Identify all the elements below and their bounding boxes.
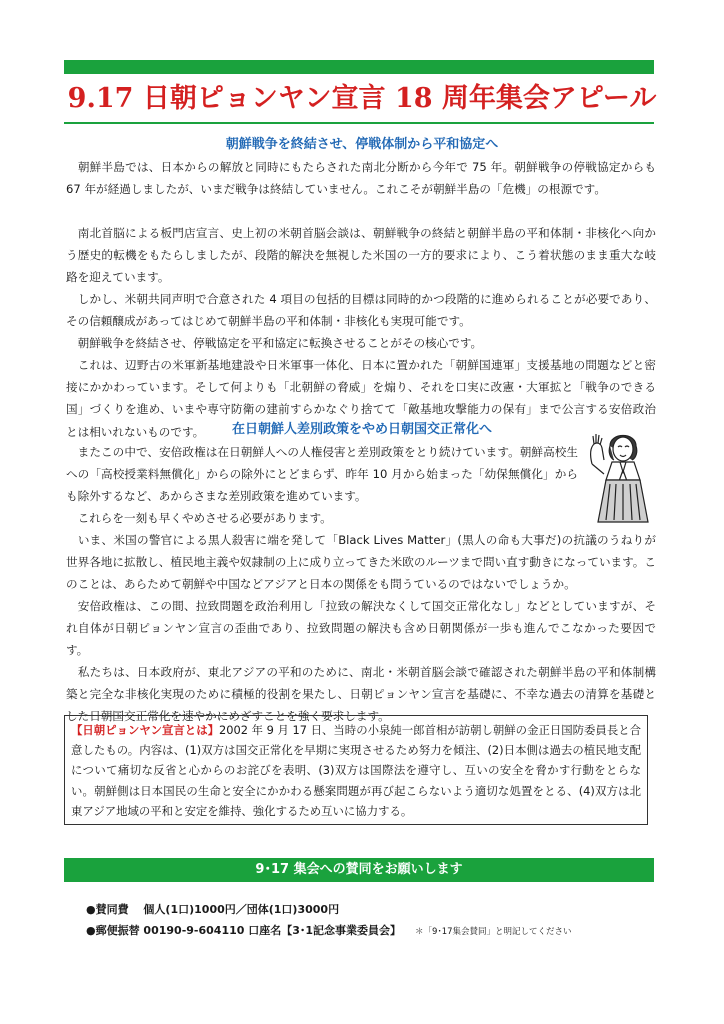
postal-transfer-info bbox=[86, 923, 572, 940]
section1-paragraph: しかし、米朝共同声明で合意された 4 項目の包括的目標は同時的かつ段階的に進められることが必要であり、その信頼醸成があってはじめて朝鮮半島の平和体制・非核化も実現可能です。 bbox=[66, 292, 656, 329]
title-divider bbox=[64, 122, 654, 124]
section1-paragraph: これは、辺野古の米軍新基地建設や日米軍事一体化、日本に置かれた「朝鮮国連軍」支援基地の問題などと密接にかかわっています。そして何よりも「北朝鮮の脅威」を煽り、それを口実に改憲・大軍拡と「戦争のできる国」づくりを進め、いまや専守防衛の建前すらかなぐり捨てて「敵基地攻撃能力の保有」まで公言する安倍政治とは相いれないものです。 bbox=[66, 358, 656, 439]
woman-illustration bbox=[584, 426, 658, 524]
section2-paragraph: 私たちは、日本政府が、東北アジアの平和のために、南北・米朝首脳会談で確認された朝鮮半島の平和体制構築と完全な非核化実現のために積極的役割を果たし、日朝ピョンヤン宣言を基礎に、不幸な過去の清算を基礎とした日朝国交正常化を速やかにめざすことを強く要求します。 bbox=[66, 665, 656, 724]
top-green-bar bbox=[64, 60, 654, 74]
section2-paragraph: またこの中で、安倍政権は在日朝鮮人への人権侵害と差別政策をとり続けています。朝鮮高校生への「高校授業料無償化」からの除外にとどまらず、昨年 10 月から始まった「幼保無償化」からも除外するなど、あからさまな差別政策を進めています。 bbox=[66, 445, 578, 504]
postal-note: ＊「9･17集会賛同」と明記してください bbox=[415, 927, 572, 937]
declaration-box-text: 2002 年 9 月 17 日、当時の小泉純一郎首相が訪朝し朝鮮の金正日国防委員長と合意したもの。内容は、(1)双方は国交正常化を早期に実現させるため努力を傾注、(2)日本側は過去の植民地支配について痛切な反省と心からのお詫びを表明、(3)双方は国際法を遵守し、互いの安全を脅かす行動をとらない。朝鮮側は日本国民の生命と安全にかかわる懸案問題が再び起こらないよう適切な処置をとる、(4)双方は北東アジア地域の平和と安定を維持、強化するため互いに協力する。 bbox=[71, 723, 642, 818]
support-fee-info: ●賛同費 個人(1口)1000円／団体(1口)3000円 bbox=[86, 903, 340, 916]
section2-paragraph: これらを一刻も早くやめさせる必要があります。 bbox=[66, 511, 332, 525]
section1-paragraph: 南北首脳による板門店宣言、史上初の米朝首脳会談は、朝鮮戦争の終結と朝鮮半島の平和体制・非核化へ向かう歴史的転機をもたらしましたが、段階的解決を無視した米国の一方的要求により、こう着状態のまま重大な岐路を迎えています。 bbox=[66, 226, 656, 285]
section1-paragraph: 朝鮮半島では、日本からの解放と同時にもたらされた南北分断から今年で 75 年。朝鮮戦争の停戦協定からも 67 年が経過しましたが、いまだ戦争は終結していません。これこそが朝鮮半島の「危機」の根源です。 bbox=[66, 160, 656, 197]
section1-paragraph: 朝鮮戦争を終結させ、停戦協定を平和協定に転換させることがその核心です。 bbox=[66, 336, 483, 350]
section2-paragraph: 安倍政権は、この間、拉致問題を政治利用し「拉致の解決なくして国交正常化なし」などとしていますが、それ自体が日朝ピョンヤン宣言の歪曲であり、拉致問題の解決も含め日朝関係が一歩も進んでこなかった要因です。 bbox=[66, 599, 656, 658]
declaration-explanation-box bbox=[64, 715, 648, 825]
section1-heading: 朝鮮戦争を終結させ、停戦体制から平和協定へ bbox=[225, 137, 499, 152]
section2-paragraph: いま、米国の警官による黒人殺害に端を発して「Black Lives Matter」(黒人の命も大事だ)の抗議のうねりが世界各地に拡散し、植民地主義や奴隷制の上に成り立ってきた米欧のルーツまで問い直す動きになっています。このことは、あらためて朝鮮や中国などアジアと日本の関係をも問うているのではないでしょうか。 bbox=[66, 533, 656, 592]
declaration-box-label: 【日朝ピョンヤン宣言とは】 bbox=[71, 723, 219, 737]
support-banner: 9･17 集会への賛同をお願いします bbox=[64, 858, 654, 882]
postal-account: ●郵便振替 00190-9-604110 口座名【3･1記念事業委員会】 bbox=[86, 924, 402, 937]
page-title: 9.17 日朝ピョンヤン宣言 18 周年集会アピール bbox=[67, 83, 657, 114]
section2-heading: 在日朝鮮人差別政策をやめ日朝国交正常化へ bbox=[231, 422, 492, 437]
